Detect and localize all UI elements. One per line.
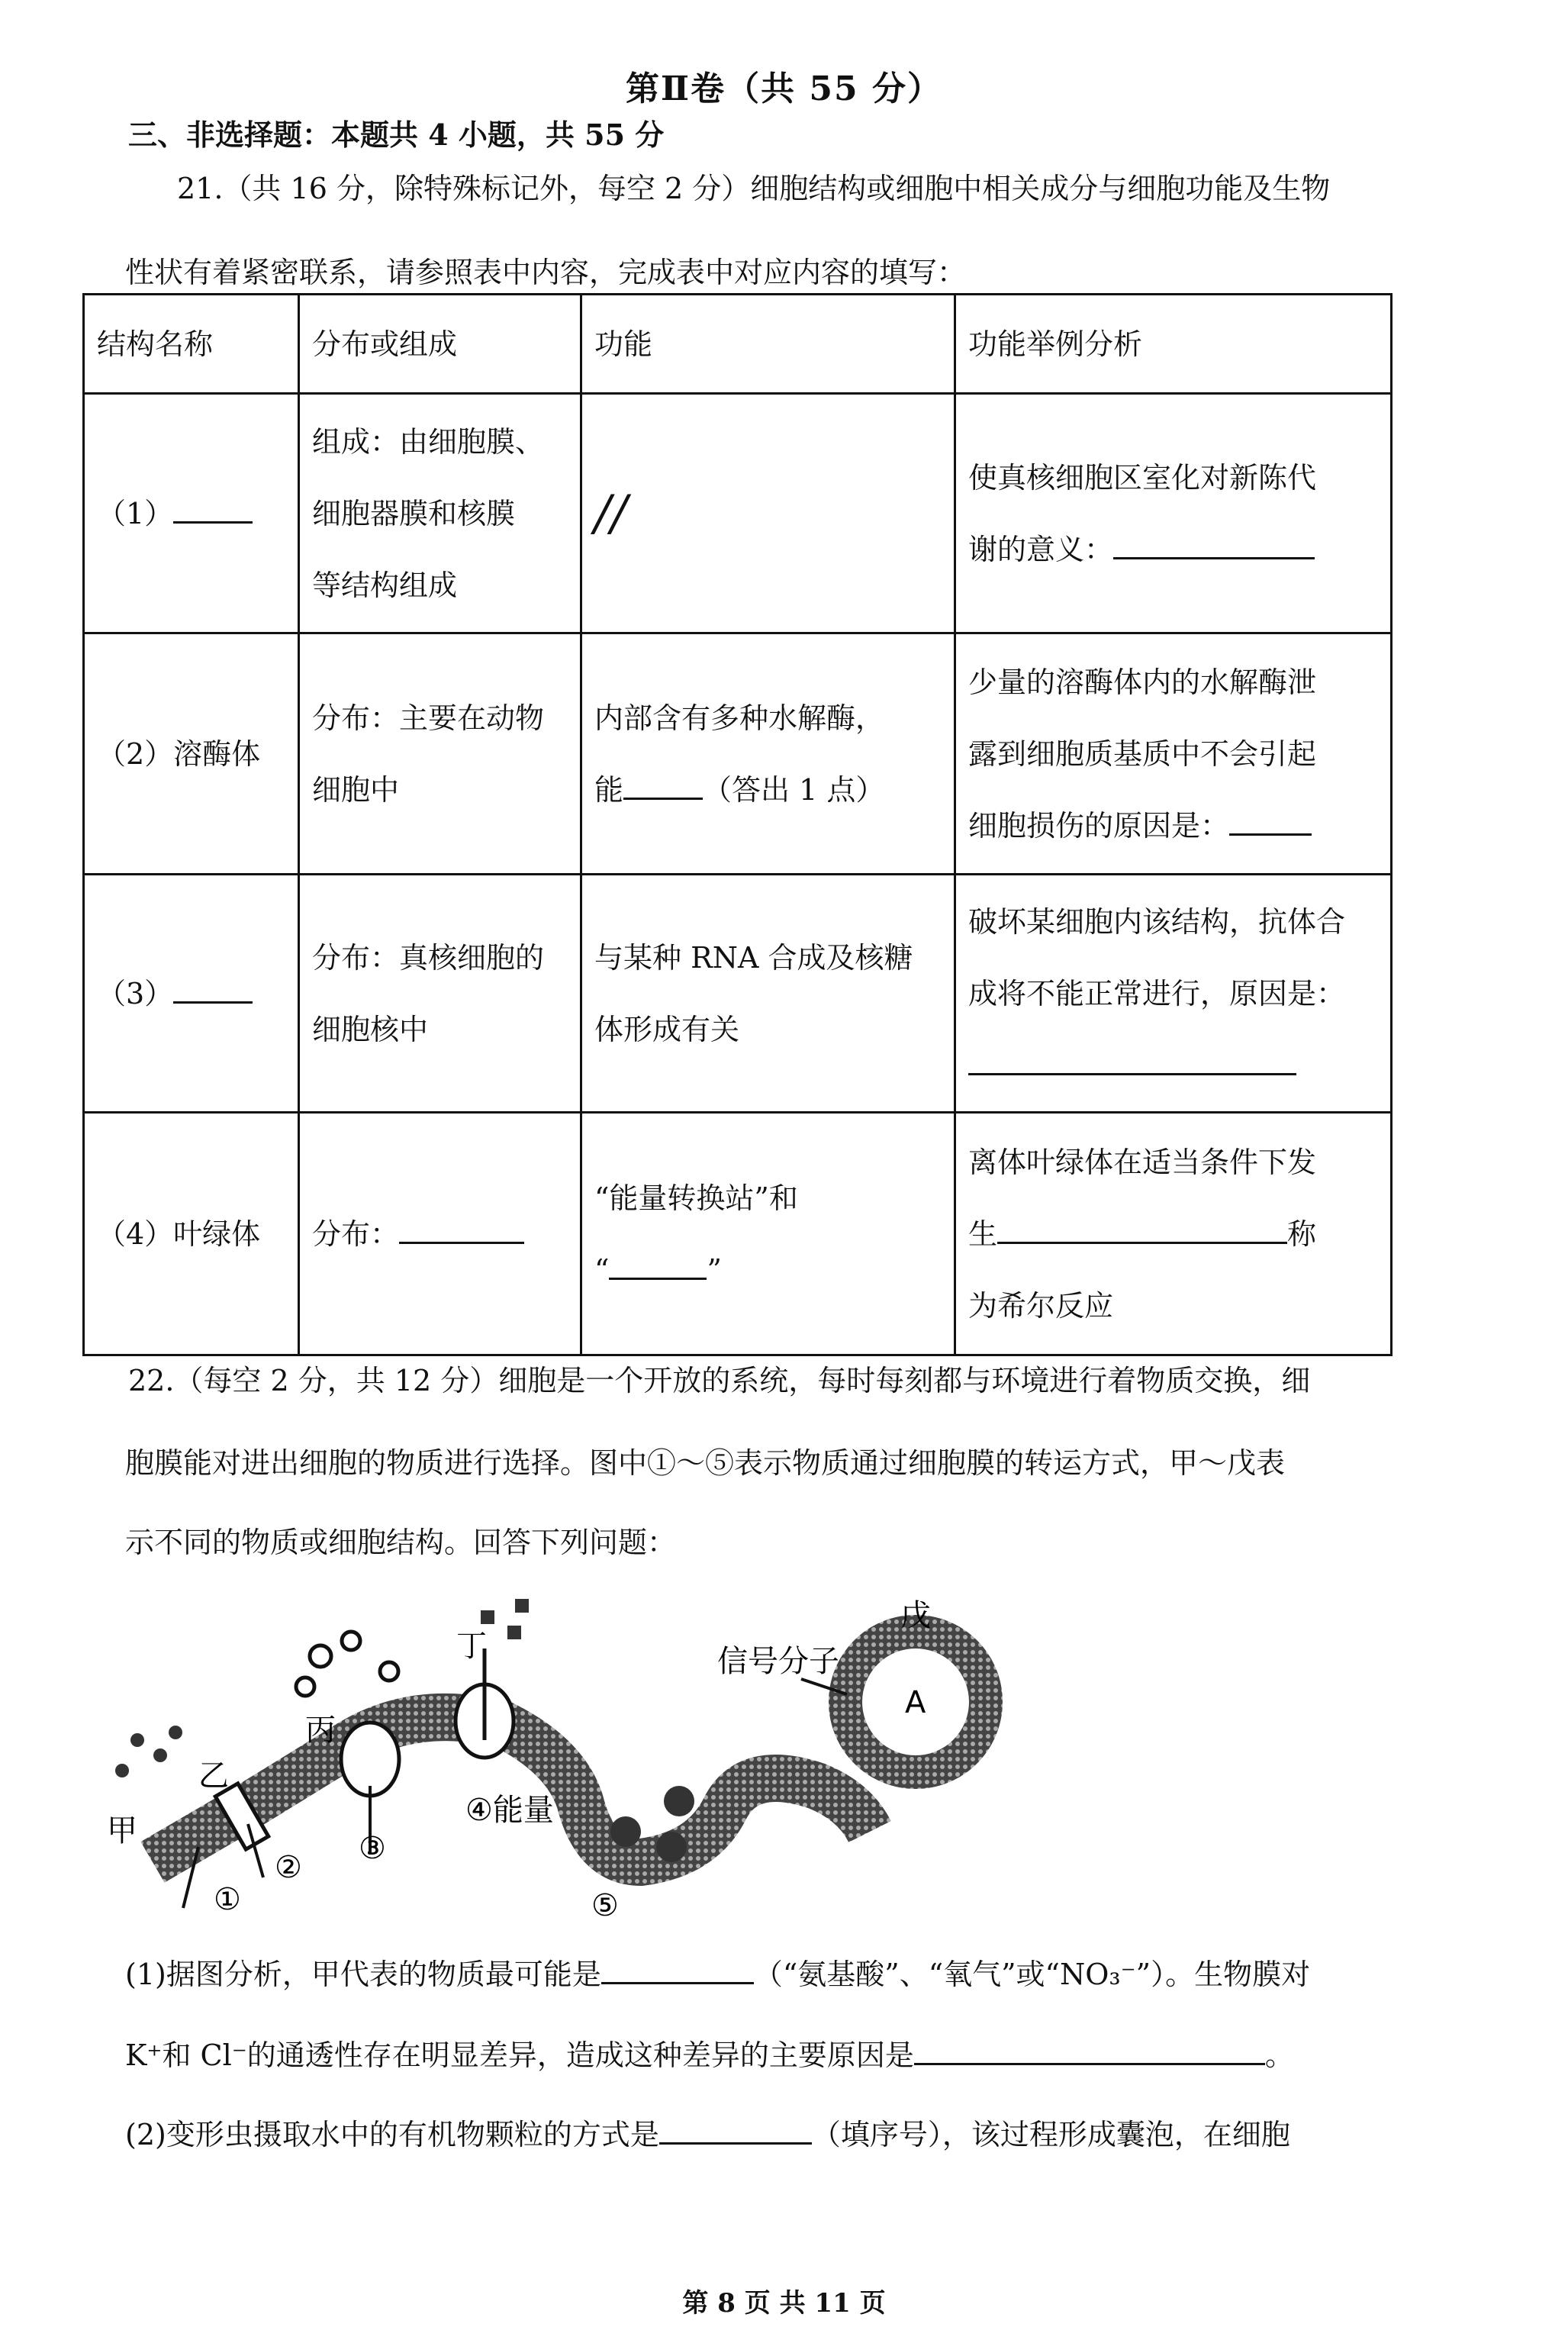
row2-dist: 分布：主要在动物 细胞中 [299,633,581,875]
blank-field[interactable] [623,767,703,800]
label-yi: 乙 [198,1758,229,1794]
q22-sub1-line2: K⁺和 Cl⁻的通透性存在明显差异，造成这种差异的主要原因是 。 [125,2013,1438,2097]
col-header-dist: 分布或组成 [299,295,581,394]
page-title: 第Ⅱ卷（共 55 分） [626,69,942,108]
blank-field[interactable] [173,971,253,1004]
label-bing: 丙 [305,1713,336,1748]
label-c3: ③ [359,1831,386,1866]
table-header-row [84,295,1392,394]
blank-field[interactable] [609,1247,707,1280]
blank-field[interactable] [173,491,253,524]
section-heading: 三、非选择题：本题共 4 小题，共 55 分 [128,118,665,152]
membrane-transport-figure [92,1557,1007,1923]
col-header-func: 功能 [581,295,955,394]
row3-analysis: 破坏某细胞内该结构，抗体合 成将不能正常进行，原因是： [955,875,1392,1113]
label-signal-molecule: 信号分子 [717,1644,839,1679]
q22-intro-line1: 22.（每空 2 分，共 12 分）细胞是一个开放的系统，每时每刻都与环境进行着物质交换，细 [128,1364,1311,1397]
q21-intro-line2: 性状有着紧密联系，请参照表中内容，完成表中对应内容的填写： [125,256,967,289]
row3-func: 与某种 RNA 合成及核糖 体形成有关 [581,875,955,1113]
q22-sub2-line: (2)变形虫摄取水中的有机物颗粒的方式是 （填序号），该过程形成囊泡，在细胞 [125,2093,1438,2177]
page-footer: 第 8 页 共 11 页 [682,2288,886,2319]
table-row [84,1113,1392,1355]
label-energy: ④能量 [465,1793,554,1828]
col-header-name: 结构名称 [84,295,299,394]
label-c1: ① [214,1882,241,1917]
blank-field[interactable] [399,1211,524,1244]
row1-name: （1） [84,394,299,633]
row1-analysis: 使真核细胞区室化对新陈代 谢的意义： [955,394,1392,633]
row1-dist: 组成：由细胞膜、 细胞器膜和核膜 等结构组成 [299,394,581,633]
row3-name: （3） [84,875,299,1113]
row2-analysis: 少量的溶酶体内的水解酶泄 露到细胞质基质中不会引起 细胞损伤的原因是： [955,633,1392,875]
row1-func: // [581,394,955,633]
q21-intro-line1: 21.（共 16 分，除特殊标记外，每空 2 分）细胞结构或细胞中相关成分与细胞功能及生物 [177,172,1331,205]
row4-func: “能量转换站”和 “ ” [581,1113,955,1355]
q22-sub1-line1: (1)据图分析，甲代表的物质最可能是 （“氨基酸”、“氧气”或“NO₃⁻”）。生物膜对 [125,1932,1438,2016]
row4-dist: 分布： [299,1113,581,1355]
row3-dist: 分布：真核细胞的 细胞核中 [299,875,581,1113]
table-row [84,633,1392,875]
blank-field[interactable] [968,1043,1296,1075]
blank-field[interactable] [659,2112,812,2145]
q22-intro-line3: 示不同的物质或细胞结构。回答下列问题： [125,1526,677,1559]
col-header-analysis: 功能举例分析 [955,295,1392,394]
label-jia: 甲 [107,1813,137,1848]
row4-analysis: 离体叶绿体在适当条件下发 生 称 为希尔反应 [955,1113,1392,1355]
q22-intro-line2: 胞膜能对进出细胞的物质进行选择。图中①～⑤表示物质通过细胞膜的转运方式，甲～戊表 [125,1446,1286,1480]
blank-field[interactable] [997,1211,1287,1244]
label-c5: ⑤ [591,1888,619,1923]
row4-name: （4）叶绿体 [84,1113,299,1355]
blank-field[interactable] [1113,527,1315,559]
table-row [84,875,1392,1113]
blank-field[interactable] [601,1951,754,1984]
blank-field[interactable] [914,2032,1265,2065]
q21-table [82,293,1393,1356]
table-row [84,394,1392,633]
row2-func: 内部含有多种水解酶， 能 （答出 1 点） [581,633,955,875]
row2-name: （2）溶酶体 [84,633,299,875]
blank-field[interactable] [1229,803,1312,836]
carrier-protein-bing [341,1723,399,1796]
label-ding: 丁 [456,1629,487,1664]
label-c2: ② [275,1850,302,1885]
label-a: A [905,1685,926,1720]
label-wu: 戊 [900,1598,931,1633]
